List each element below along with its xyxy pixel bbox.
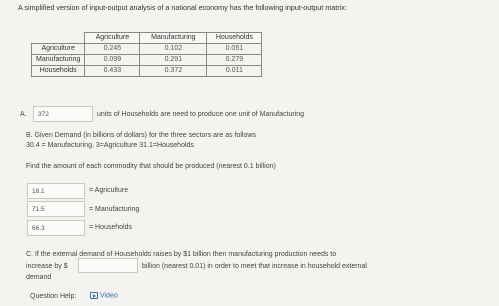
- households-answer-label: = Households: [89, 224, 133, 231]
- part-c-prefix: increase by $: [26, 263, 68, 270]
- question-intro: A simplified version of input-output analysis of a national economy has the following input-output matrix:: [18, 3, 347, 12]
- matrix-corner: [32, 33, 85, 44]
- question-help-label: Question Help:: [30, 293, 77, 300]
- matrix-cell: 0.051: [207, 44, 262, 55]
- video-link-label: Video: [99, 292, 118, 300]
- part-c-line3: demand: [26, 274, 52, 281]
- part-a-letter: A.: [20, 111, 27, 118]
- matrix-cell: 0.245: [85, 44, 140, 55]
- part-c-answer-input[interactable]: [78, 258, 138, 273]
- part-c-line1: C. If the external demand of Households raises by $1 billion then manufacturing production needs to: [26, 251, 337, 258]
- matrix-col-header: Agriculture: [85, 33, 140, 44]
- matrix-cell: 0.279: [207, 55, 262, 66]
- matrix-cell: 0.102: [140, 44, 207, 55]
- matrix-row-header: Households: [32, 66, 85, 77]
- video-icon: [90, 292, 98, 299]
- matrix-row: [32, 44, 262, 55]
- part-c-suffix: billion (nearest 0.01) in order to meet that increase in household external: [142, 263, 367, 270]
- agriculture-answer-label: = Agriculture: [89, 187, 129, 194]
- part-b-prompt: Find the amount of each commodity that should be produced (nearest 0.1 billion): [26, 163, 276, 170]
- matrix-col-header: Manufacturing: [140, 33, 207, 44]
- manufacturing-answer-input[interactable]: 71.5: [27, 201, 85, 217]
- input-output-matrix: [31, 32, 262, 77]
- matrix-row: [32, 55, 262, 66]
- part-b-line1: B. Given Demand (in billions of dollars) for the three sectors are as follows: [26, 132, 256, 139]
- part-b-line2: 30.4 = Manufacturing, 3=Agriculture 31.1=Households: [26, 142, 194, 149]
- part-a-text: units of Households are need to produce one unit of Manufacturing: [97, 111, 305, 118]
- matrix-col-header: Households: [207, 33, 262, 44]
- matrix-row: [32, 66, 262, 77]
- matrix-row-header: Manufacturing: [32, 55, 85, 66]
- matrix-cell: 0.291: [140, 55, 207, 66]
- part-a-answer-input[interactable]: 372: [33, 106, 93, 122]
- agriculture-answer-input[interactable]: 18.1: [27, 183, 85, 199]
- video-help-link[interactable]: [90, 292, 118, 299]
- matrix-cell: 0.372: [140, 66, 207, 77]
- matrix-cell: 0.433: [85, 66, 140, 77]
- matrix-cell: 0.099: [85, 55, 140, 66]
- matrix-cell: 0.011: [207, 66, 262, 77]
- households-answer-input[interactable]: 66.3: [27, 220, 85, 236]
- manufacturing-answer-label: = Manufacturing: [89, 206, 140, 213]
- matrix-row-header: Agriculture: [32, 44, 85, 55]
- matrix-header-row: [32, 33, 262, 44]
